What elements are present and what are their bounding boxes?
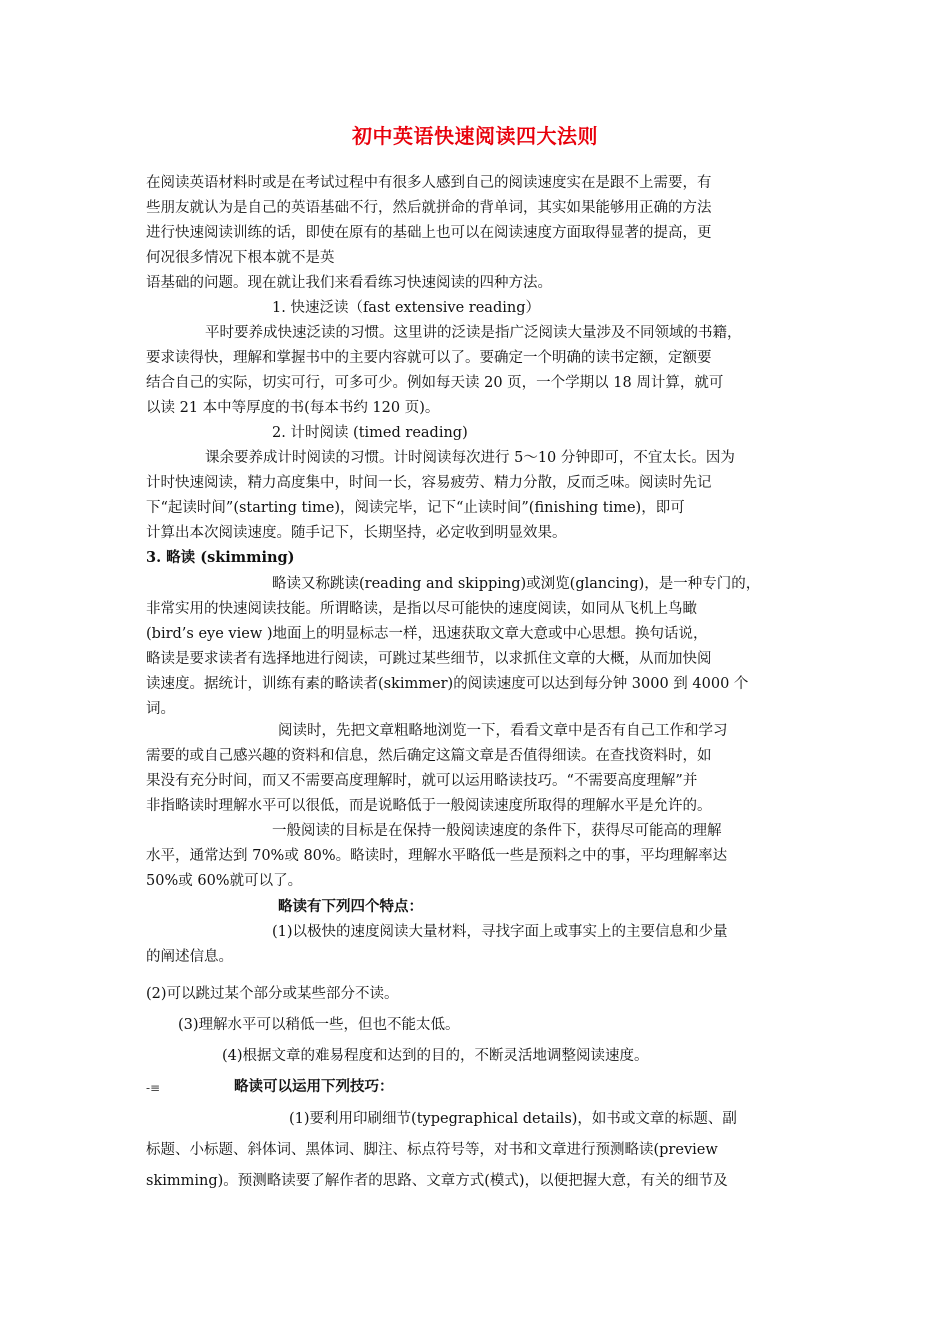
features-heading: 略读有下列四个特点：	[278, 898, 423, 915]
section-3-line: 水平，通常达到 70%或 80%。略读时，理解水平略低一些是预料之中的事，平均理解率达	[146, 848, 728, 864]
section-3-line: 果没有充分时间，而又不需要高度理解时，就可以运用略读技巧。“不需要高度理解”并	[146, 773, 698, 789]
feature-4: (4)根据文章的难易程度和达到的目的，不断灵活地调整阅读速度。	[222, 1048, 649, 1064]
intro-line: 语基础的问题。现在就让我们来看看练习快速阅读的四种方法。	[146, 275, 552, 291]
section-3-line: 50%或 60%就可以了。	[146, 873, 303, 889]
section-1-line: 结合自己的实际，切实可行，可多可少。例如每天读 20 页，一个学期以 18 周计算，就可	[146, 375, 724, 391]
feature-1-cont: 的阐述信息。	[146, 949, 233, 965]
tips-marker: -≡	[146, 1081, 161, 1095]
section-3-line: 词。	[146, 701, 175, 717]
section-3-line: 非常实用的快速阅读技能。所谓略读，是指以尽可能快的速度阅读，如同从飞机上鸟瞰	[146, 601, 697, 617]
section-2-line: 计算出本次阅读速度。随手记下，长期坚持，必定收到明显效果。	[146, 525, 567, 541]
tip-1-line: 标题、小标题、斜体词、黑体词、脚注、标点符号等，对书和文章进行预测略读(preview	[146, 1142, 718, 1158]
document-title: 初中英语快速阅读四大法则	[352, 124, 598, 148]
feature-1: (1)以极快的速度阅读大量材料，寻找字面上或事实上的主要信息和少量	[272, 924, 728, 940]
tip-1-line: skimming)。预测略读要了解作者的思路、文章方式(模式)，以便把握大意，有关的细节及	[146, 1173, 728, 1189]
section-3-line: 读速度。据统计，训练有素的略读者(skimmer)的阅读速度可以达到每分钟 3000 到 4000 个	[146, 676, 749, 692]
intro-line: 在阅读英语材料时或是在考试过程中有很多人感到自己的阅读速度实在是跟不上需要，有	[146, 175, 712, 191]
section-3-line: 非指略读时理解水平可以很低，而是说略低于一般阅读速度所取得的理解水平是允许的。	[146, 798, 712, 814]
section-2-line: 课余要养成计时阅读的习惯。计时阅读每次进行 5～10 分钟即可，不宜太长。因为	[205, 450, 735, 466]
section-3-line: 略读是要求读者有选择地进行阅读，可跳过某些细节，以求抓住文章的大概，从而加快阅	[146, 651, 712, 667]
section-2-line: 下“起读时间”(starting time)，阅读完毕，记下“止读时间”(finishing time)，即可	[146, 500, 685, 516]
intro-line: 些朋友就认为是自己的英语基础不行，然后就拼命的背单词，其实如果能够用正确的方法	[146, 200, 712, 216]
section-2-heading: 2. 计时阅读 (timed reading)	[272, 425, 468, 441]
section-1-line: 平时要养成快速泛读的习惯。这里讲的泛读是指广泛阅读大量涉及不同领域的书籍，	[205, 325, 742, 341]
section-1-line: 要求读得快，理解和掌握书中的主要内容就可以了。要确定一个明确的读书定额，定额要	[146, 350, 712, 366]
section-2-line: 计时快速阅读，精力高度集中，时间一长，容易疲劳、精力分散，反而乏味。阅读时先记	[146, 475, 712, 491]
feature-3: (3)理解水平可以稍低一些，但也不能太低。	[178, 1017, 460, 1033]
section-3-line: 阅读时，先把文章粗略地浏览一下，看看文章中是否有自己工作和学习	[278, 723, 728, 739]
section-1-line: 以读 21 本中等厚度的书(每本书约 120 页)。	[146, 400, 440, 416]
tip-1-line: (1)要利用印刷细节(typegraphical details)，如书或文章的标题、副	[289, 1111, 737, 1127]
section-3-line: 需要的或自己感兴趣的资料和信息，然后确定这篇文章是否值得细读。在查找资料时，如	[146, 748, 712, 764]
section-3-line: 一般阅读的目标是在保持一般阅读速度的条件下，获得尽可能高的理解	[272, 823, 722, 839]
intro-line: 何况很多情况下根本就不是英	[146, 250, 335, 266]
section-1-heading: 1. 快速泛读（fast extensive reading）	[272, 300, 540, 316]
section-3-line: 略读又称跳读(reading and skipping)或浏览(glancing)，是一种专门的，	[272, 576, 761, 592]
feature-2: (2)可以跳过某个部分或某些部分不读。	[146, 986, 399, 1002]
section-3-heading: 3. 略读 (skimming)	[146, 549, 295, 566]
section-3-line: (bird’s eye view )地面上的明显标志一样，迅速获取文章大意或中心思想。换句话说，	[146, 626, 708, 642]
intro-line: 进行快速阅读训练的话，即使在原有的基础上也可以在阅读速度方面取得显著的提高，更	[146, 225, 712, 241]
tips-heading: 略读可以运用下列技巧：	[234, 1078, 394, 1095]
